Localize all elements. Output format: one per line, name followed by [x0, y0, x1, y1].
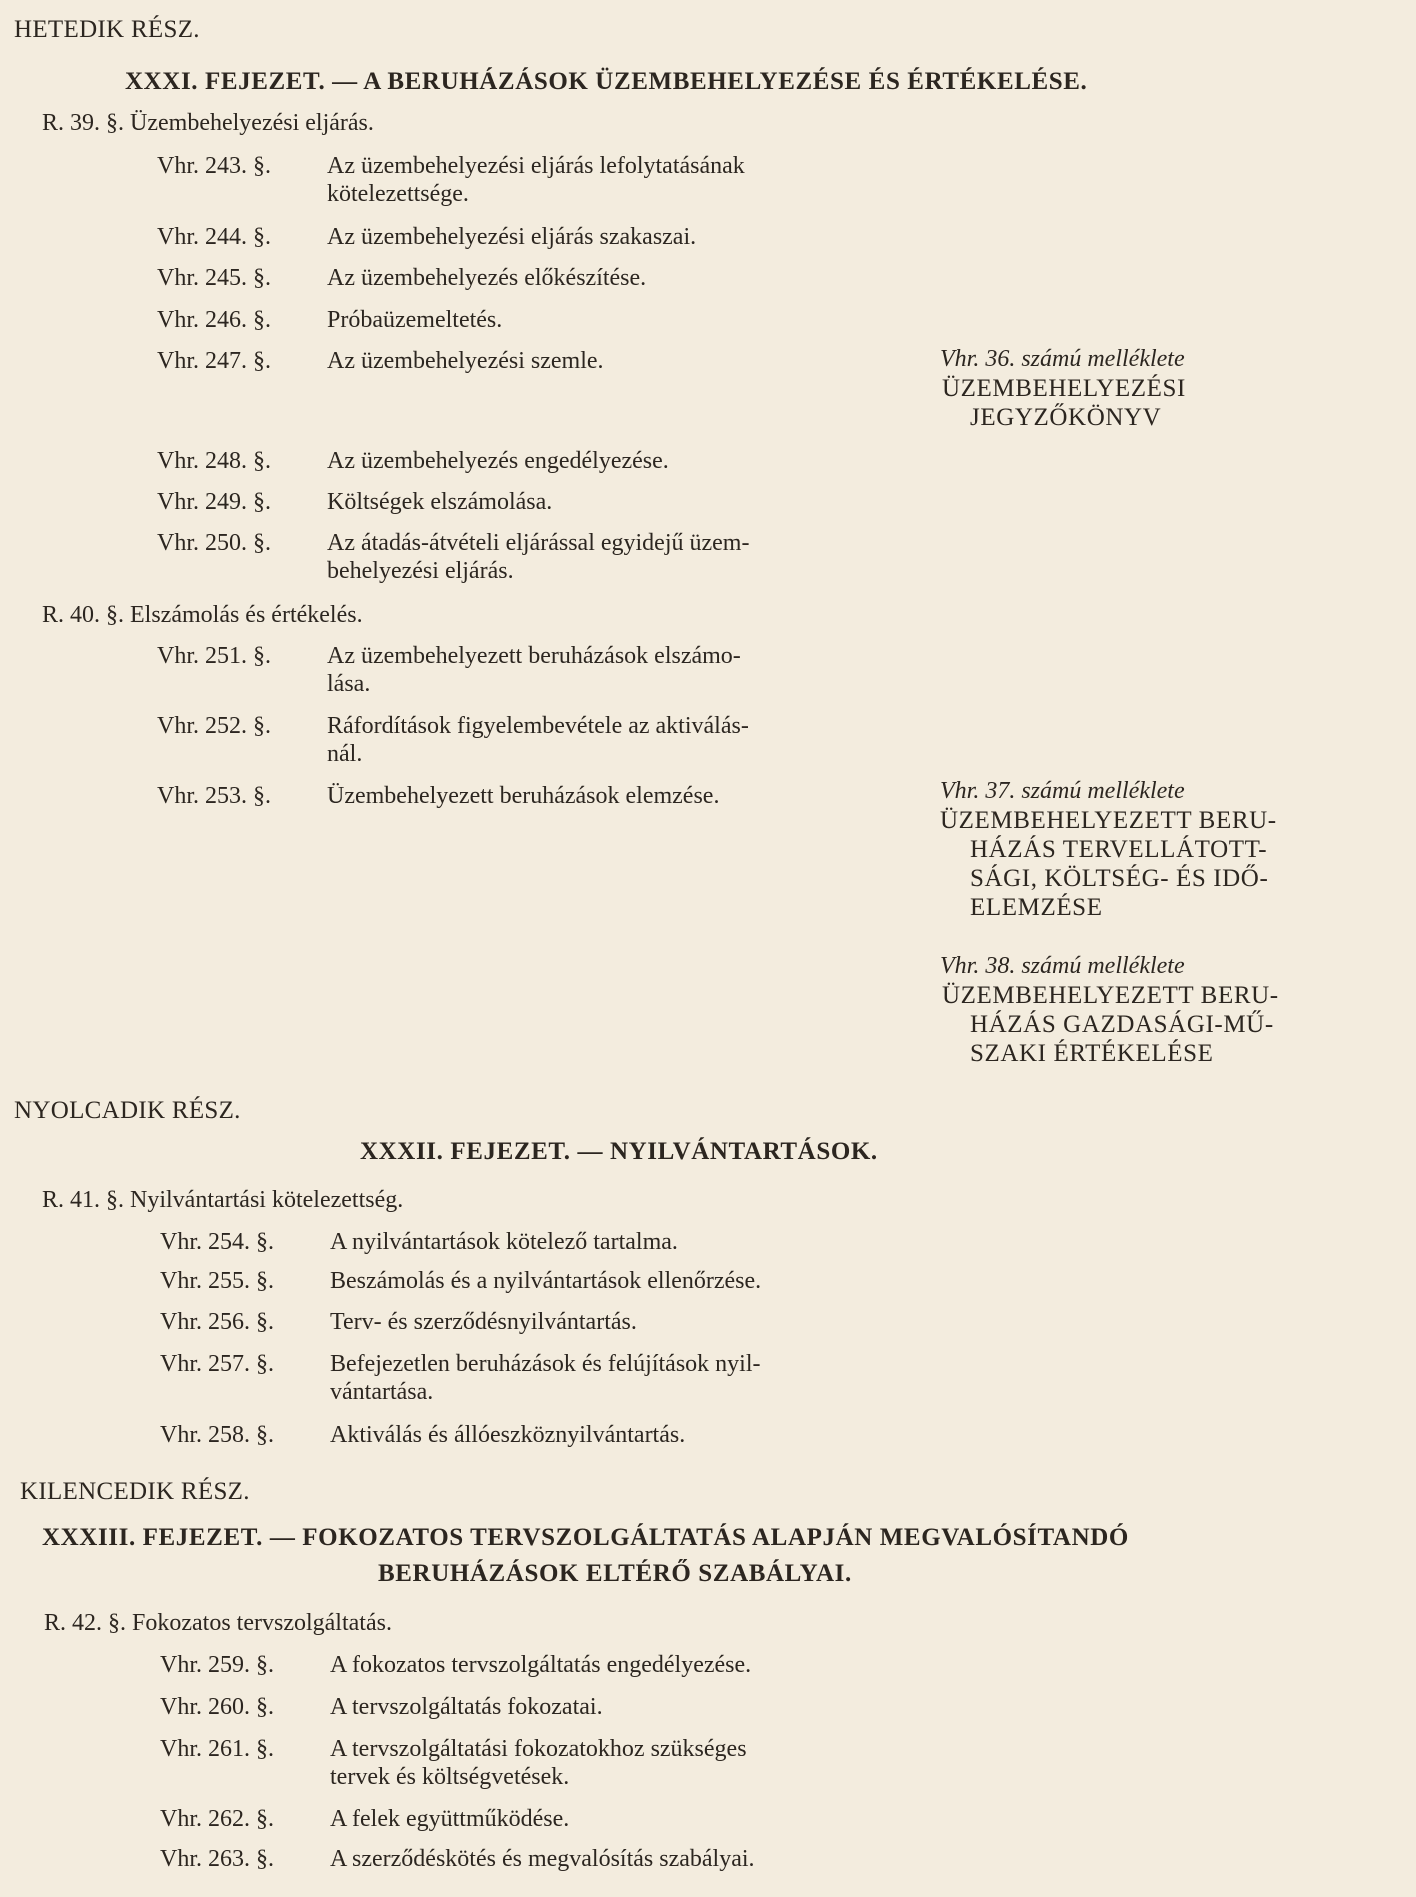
- annex-heading-37: Vhr. 37. számú melléklete: [940, 778, 1185, 804]
- part-heading-7: HETEDIK RÉSZ.: [14, 16, 200, 43]
- entry-text-255: Beszámolás és a nyilvántartások ellenőrzése.: [330, 1268, 762, 1294]
- entry-ref-260: Vhr. 260. §.: [160, 1694, 274, 1720]
- entry-text-256: Terv- és szerződésnyilvántartás.: [330, 1309, 637, 1335]
- entry-ref-257: Vhr. 257. §.: [160, 1351, 274, 1377]
- entry-cont-257: vántartása.: [330, 1379, 434, 1405]
- annex-title-37-line2: HÁZÁS TERVELLÁTOTT-: [970, 836, 1268, 863]
- entry-ref-244: Vhr. 244. §.: [157, 224, 271, 250]
- entry-text-258: Aktiválás és állóeszköznyilvántartás.: [330, 1422, 686, 1448]
- entry-ref-263: Vhr. 263. §.: [160, 1846, 274, 1872]
- entry-ref-245: Vhr. 245. §.: [157, 265, 271, 291]
- entry-ref-253: Vhr. 253. §.: [157, 783, 271, 809]
- annex-title-38-line1: ÜZEMBEHELYEZETT BERU-: [942, 982, 1279, 1009]
- chapter-title-33-line1: XXXIII. FEJEZET. — FOKOZATOS TERVSZOLGÁLTATÁS ALAPJÁN MEGVALÓSÍTANDÓ: [42, 1524, 1129, 1551]
- entry-ref-254: Vhr. 254. §.: [160, 1229, 274, 1255]
- entry-text-253: Üzembehelyezett beruházások elemzése.: [327, 783, 720, 809]
- entry-ref-252: Vhr. 252. §.: [157, 713, 271, 739]
- part-heading-8: NYOLCADIK RÉSZ.: [14, 1097, 241, 1124]
- entry-cont-252: nál.: [327, 741, 363, 767]
- part-heading-9: KILENCEDIK RÉSZ.: [20, 1478, 250, 1505]
- entry-text-245: Az üzembehelyezés előkészítése.: [327, 265, 647, 291]
- entry-text-244: Az üzembehelyezési eljárás szakaszai.: [327, 224, 697, 250]
- entry-text-246: Próbaüzemeltetés.: [327, 307, 503, 333]
- annex-title-38-line2: HÁZÁS GAZDASÁGI-MŰ-: [970, 1011, 1274, 1038]
- entry-ref-259: Vhr. 259. §.: [160, 1652, 274, 1678]
- entry-ref-255: Vhr. 255. §.: [160, 1268, 274, 1294]
- entry-ref-243: Vhr. 243. §.: [157, 153, 271, 179]
- section-r39: R. 39. §. Üzembehelyezési eljárás.: [42, 110, 374, 136]
- annex-title-36-line2: JEGYZŐKÖNYV: [970, 404, 1162, 431]
- section-r40: R. 40. §. Elszámolás és értékelés.: [42, 602, 363, 628]
- entry-text-247: Az üzembehelyezési szemle.: [327, 348, 604, 374]
- entry-cont-250: behelyezési eljárás.: [327, 558, 514, 584]
- entry-ref-258: Vhr. 258. §.: [160, 1422, 274, 1448]
- chapter-title-32: XXXII. FEJEZET. — NYILVÁNTARTÁSOK.: [360, 1138, 878, 1165]
- entry-ref-249: Vhr. 249. §.: [157, 489, 271, 515]
- entry-text-263: A szerződéskötés és megvalósítás szabályai.: [330, 1846, 755, 1872]
- chapter-title-33-line2: BERUHÁZÁSOK ELTÉRŐ SZABÁLYAI.: [378, 1560, 852, 1587]
- section-r41: R. 41. §. Nyilvántartási kötelezettség.: [42, 1187, 404, 1213]
- entry-text-259: A fokozatos tervszolgáltatás engedélyezése.: [330, 1652, 752, 1678]
- entry-ref-251: Vhr. 251. §.: [157, 643, 271, 669]
- annex-heading-36: Vhr. 36. számú melléklete: [940, 346, 1185, 372]
- annex-title-37-line4: ELEMZÉSE: [970, 894, 1103, 921]
- entry-cont-243: kötelezettsége.: [327, 181, 469, 207]
- entry-ref-247: Vhr. 247. §.: [157, 348, 271, 374]
- entry-cont-251: lása.: [327, 671, 371, 697]
- entry-text-260: A tervszolgáltatás fokozatai.: [330, 1694, 603, 1720]
- annex-title-38-line3: SZAKI ÉRTÉKELÉSE: [970, 1040, 1214, 1067]
- entry-text-262: A felek együttműködése.: [330, 1806, 570, 1832]
- entry-text-251: Az üzembehelyezett beruházások elszámo-: [327, 643, 741, 669]
- section-r42: R. 42. §. Fokozatos tervszolgáltatás.: [44, 1610, 392, 1636]
- entry-ref-250: Vhr. 250. §.: [157, 530, 271, 556]
- entry-ref-256: Vhr. 256. §.: [160, 1309, 274, 1335]
- entry-ref-261: Vhr. 261. §.: [160, 1736, 274, 1762]
- annex-title-37-line3: SÁGI, KÖLTSÉG- ÉS IDŐ-: [970, 865, 1269, 892]
- entry-ref-248: Vhr. 248. §.: [157, 448, 271, 474]
- chapter-title-31: XXXI. FEJEZET. — A BERUHÁZÁSOK ÜZEMBEHELYEZÉSE ÉS ÉRTÉKELÉSE.: [125, 68, 1088, 95]
- entry-text-257: Befejezetlen beruházások és felújítások nyil-: [330, 1351, 761, 1377]
- entry-cont-261: tervek és költségvetések.: [330, 1764, 570, 1790]
- entry-text-250: Az átadás-átvételi eljárással egyidejű üzem-: [327, 530, 750, 556]
- entry-text-249: Költségek elszámolása.: [327, 489, 553, 515]
- annex-title-37-line1: ÜZEMBEHELYEZETT BERU-: [940, 807, 1277, 834]
- entry-ref-262: Vhr. 262. §.: [160, 1806, 274, 1832]
- annex-heading-38: Vhr. 38. számú melléklete: [940, 953, 1185, 979]
- annex-title-36-line1: ÜZEMBEHELYEZÉSI: [942, 375, 1186, 402]
- entry-text-254: A nyilvántartások kötelező tartalma.: [330, 1229, 678, 1255]
- entry-text-243: Az üzembehelyezési eljárás lefolytatásának: [327, 153, 745, 179]
- entry-text-248: Az üzembehelyezés engedélyezése.: [327, 448, 669, 474]
- entry-text-261: A tervszolgáltatási fokozatokhoz szükséges: [330, 1736, 747, 1762]
- entry-text-252: Ráfordítások figyelembevétele az aktiválás-: [327, 713, 749, 739]
- entry-ref-246: Vhr. 246. §.: [157, 307, 271, 333]
